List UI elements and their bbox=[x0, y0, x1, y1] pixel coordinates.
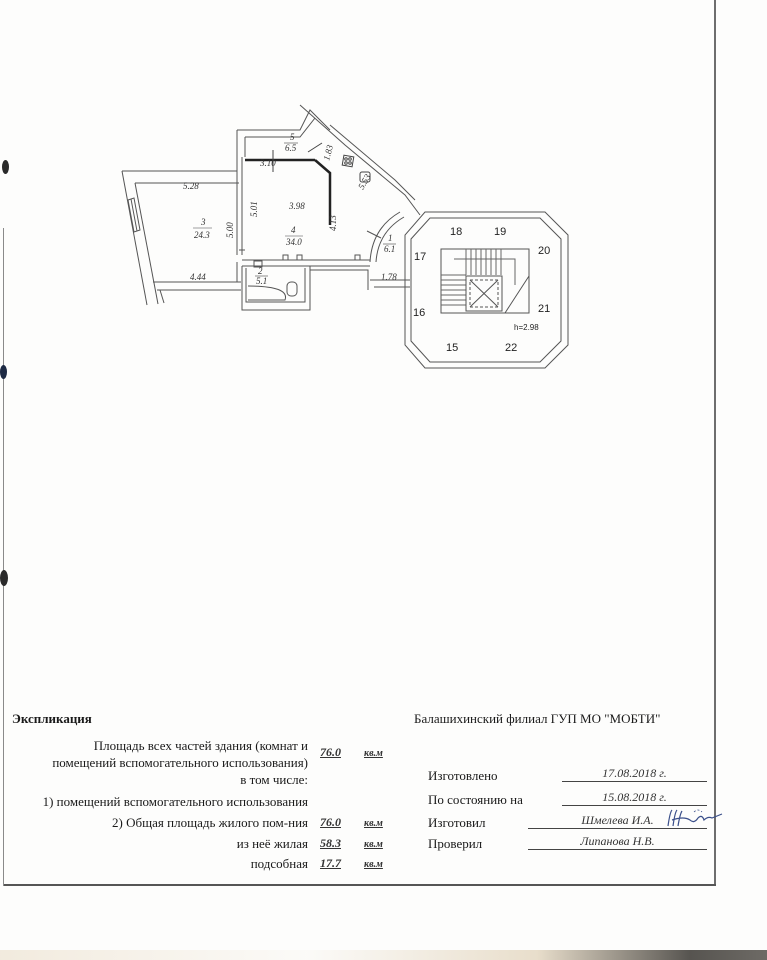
scan-edge-shadow bbox=[0, 950, 767, 960]
stove-icon bbox=[342, 155, 354, 167]
made-date: 17.08.2018 г. bbox=[562, 766, 707, 782]
svg-text:18: 18 bbox=[450, 226, 463, 238]
total-area-unit: кв.м bbox=[364, 748, 383, 759]
svg-text:1.83: 1.83 bbox=[321, 143, 336, 162]
svg-text:3.10: 3.10 bbox=[260, 158, 276, 168]
checked-label: Проверил bbox=[428, 836, 483, 851]
svg-text:5.00: 5.00 bbox=[225, 222, 235, 238]
svg-text:6.1: 6.1 bbox=[384, 244, 396, 254]
signature-icon bbox=[664, 806, 724, 832]
room-3-outline bbox=[122, 171, 237, 183]
svg-text:5.28: 5.28 bbox=[183, 181, 199, 191]
svg-text:15: 15 bbox=[446, 342, 459, 354]
state-date: 15.08.2018 г. bbox=[562, 790, 707, 806]
svg-text:17: 17 bbox=[414, 251, 427, 263]
total-area-label-line2: помещений вспомогательного использования) bbox=[52, 755, 308, 770]
explication-title: Экспликация bbox=[12, 711, 92, 726]
svg-text:16: 16 bbox=[413, 307, 426, 319]
organization-title: Балашихинский филиал ГУП МО "МОБТИ" bbox=[414, 711, 661, 726]
living-total-value: 76.0 bbox=[320, 815, 341, 829]
state-label: По состоянию на bbox=[428, 792, 523, 807]
svg-text:6.5: 6.5 bbox=[285, 143, 297, 153]
including-label: в том числе: bbox=[240, 772, 308, 787]
svg-text:22: 22 bbox=[505, 342, 518, 354]
residential-label: из неё жилая bbox=[236, 836, 308, 851]
living-total-label: 2) Общая площадь жилого пом-ния bbox=[112, 815, 308, 830]
svg-text:19: 19 bbox=[494, 226, 507, 238]
svg-text:1: 1 bbox=[388, 233, 393, 243]
author-label: Изготовил bbox=[428, 815, 486, 830]
svg-text:4: 4 bbox=[291, 225, 296, 235]
auxiliary-area-label: 1) помещений вспомогательного использования bbox=[42, 794, 308, 809]
svg-text:4.13: 4.13 bbox=[328, 215, 338, 231]
svg-text:2: 2 bbox=[258, 266, 263, 276]
residential-unit: кв.м bbox=[364, 839, 383, 850]
checked-name: Липанова Н.В. bbox=[528, 834, 707, 850]
svg-text:34.0: 34.0 bbox=[286, 237, 302, 247]
svg-text:3.98: 3.98 bbox=[289, 201, 305, 211]
svg-text:5: 5 bbox=[290, 132, 295, 142]
utility-value: 17.7 bbox=[320, 856, 341, 870]
svg-text:20: 20 bbox=[538, 245, 551, 257]
svg-text:5.01: 5.01 bbox=[249, 201, 259, 217]
author-name: Шмелева И.А. bbox=[528, 813, 707, 829]
svg-text:h=2.98: h=2.98 bbox=[514, 323, 539, 332]
svg-text:3: 3 bbox=[201, 217, 206, 227]
svg-text:5.1: 5.1 bbox=[256, 276, 268, 286]
total-area-value: 76.0 bbox=[320, 745, 341, 759]
utility-unit: кв.м bbox=[364, 859, 383, 870]
living-total-unit: кв.м bbox=[364, 818, 383, 829]
svg-text:24.3: 24.3 bbox=[194, 230, 210, 240]
utility-label: подсобная bbox=[250, 856, 308, 871]
page-border-bottom bbox=[4, 884, 716, 886]
total-area-label-line1: Площадь всех частей здания (комнат и bbox=[93, 738, 308, 753]
svg-text:4.44: 4.44 bbox=[190, 272, 206, 282]
residential-value: 58.3 bbox=[320, 836, 341, 850]
stair-core-outline bbox=[405, 212, 568, 368]
made-label: Изготовлено bbox=[428, 768, 498, 783]
svg-text:5.53: 5.53 bbox=[356, 172, 373, 191]
svg-text:21: 21 bbox=[538, 303, 551, 315]
svg-text:1.78: 1.78 bbox=[381, 272, 397, 282]
